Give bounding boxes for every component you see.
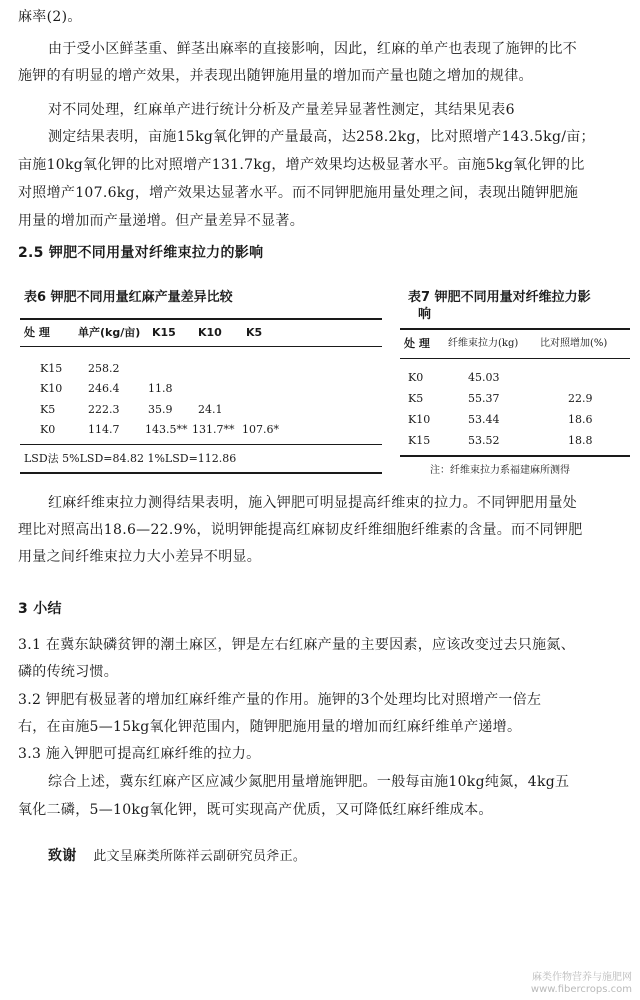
paragraph-line: 测定结果表明，亩施15kg氧化钾的产量最高，达258.2kg，比对照增产143.5kg/亩； (48, 129, 595, 145)
table6-footer-lsd: LSD法 5%LSD=84.82 1%LSD=112.86 (24, 452, 237, 465)
table7-cell: 45.03 (468, 371, 500, 384)
table6-cell: 114.7 (88, 423, 120, 436)
paragraph-line: 亩施10kg氧化钾的比对照增产131.7kg，增产效果均达极显著水平。亩施5kg氧化钾的比 (18, 157, 585, 173)
table7-cell: K15 (408, 434, 431, 447)
table7-title: 表7 钾肥不同用量对纤维拉力影 (408, 290, 591, 305)
table7-cell: 22.9 (568, 392, 593, 405)
table7-title-cont: 响 (418, 307, 432, 322)
table7-cell: K5 (408, 392, 424, 405)
paragraph-line: 综合上述，冀东红麻产区应减少氮肥用量增施钾肥。一般每亩施10kg纯氮，4kg五 (48, 774, 570, 790)
conclusion-3-2-cont: 右，在亩施5—15kg氧化钾范围内，随钾肥施用量的增加而红麻纤维单产递增。 (18, 719, 522, 735)
paragraph-line: 对照增产107.6kg，增产效果达显著水平。而不同钾肥施用量处理之间，表现出随钾肥施 (18, 185, 579, 201)
table6-cell: 131.7** (192, 423, 235, 436)
table6-top-rule (20, 318, 382, 320)
site-watermark (531, 972, 632, 996)
conclusion-3-2: 3.2 钾肥有极显著的增加红麻纤维产量的作用。施钾的3个处理均比对照增产一倍左 (18, 692, 542, 708)
acknowledgement (48, 847, 306, 866)
table6-cell: K5 (40, 403, 56, 416)
table6-cell: 222.3 (88, 403, 120, 416)
table7-header-rule (400, 358, 630, 359)
paragraph-line: 氧化二磷，5—10kg氧化钾，既可实现高产优质，又可降低红麻纤维成本。 (18, 802, 493, 818)
conclusion-3-1: 3.1 在冀东缺磷贫钾的潮土麻区，钾是左右红麻产量的主要因素，应该改变过去只施氮、 (18, 637, 576, 653)
table6-cell: 246.4 (88, 382, 120, 395)
table6-header-rule (20, 346, 382, 347)
table7-cell: 18.6 (568, 413, 593, 426)
table6-cell: K15 (40, 362, 63, 375)
section-heading-3: 3 小结 (18, 601, 62, 617)
table6-cell: 143.5** (145, 423, 188, 436)
paragraph-line: 红麻纤维束拉力测得结果表明，施入钾肥可明显提高纤维束的拉力。不同钾肥用量处 (48, 495, 578, 511)
table7-top-rule (400, 328, 630, 330)
conclusion-3-3: 3.3 施入钾肥可提高红麻纤维的拉力。 (18, 746, 261, 762)
table6-header-k10: K10 (198, 326, 222, 339)
table7-cell: K0 (408, 371, 424, 384)
table7-header-increase: 比对照增加(%) (540, 338, 608, 349)
table6-cell: 35.9 (148, 403, 173, 416)
table6-title: 表6 钾肥不同用量红麻产量差异比较 (24, 290, 233, 305)
conclusion-3-1-cont: 磷的传统习惯。 (18, 664, 119, 680)
section-heading-2-5: 2.5 钾肥不同用量对纤维束拉力的影响 (18, 245, 264, 261)
watermark-url: www.fibercrops.com (530, 984, 632, 995)
paragraph-line: 用量之间纤维束拉力大小差异不明显。 (18, 549, 262, 565)
paragraph-line: 由于受小区鲜茎重、鲜茎出麻率的直接影响，因此，红麻的单产也表现了施钾的比不 (48, 41, 578, 57)
table7-cell: 18.8 (568, 434, 593, 447)
table6-cell: 11.8 (148, 382, 173, 395)
table6-cell: K10 (40, 382, 63, 395)
table7-header-tension: 纤维束拉力(kg) (448, 338, 519, 349)
paragraph-line: 施钾的有明显的增产效果，并表现出随钾施用量的增加而产量也随之增加的规律。 (18, 68, 533, 84)
table7-cell: K10 (408, 413, 431, 426)
table6-body-rule (20, 444, 382, 445)
table6-header-k5: K5 (246, 326, 263, 339)
watermark-site-name: 麻类作物营养与施肥网 (532, 972, 632, 983)
acknowledgement-label: 致谢 (48, 848, 77, 864)
table6-cell: 258.2 (88, 362, 120, 375)
paragraph-line: 对不同处理，红麻单产进行统计分析及产量差异显著性测定，其结果见表6 (48, 102, 515, 118)
table7-cell: 53.44 (468, 413, 500, 426)
table7-header-treatment: 处 理 (404, 337, 430, 350)
table6-header-k15: K15 (152, 326, 176, 339)
paragraph-line: 理比对照高出18.6—22.9%，说明钾能提高红麻韧皮纤维细胞纤维素的含量。而不同钾肥 (18, 522, 583, 538)
table6-cell: 107.6* (242, 423, 279, 436)
table7-cell: 55.37 (468, 392, 500, 405)
paragraph-line: 用量的增加而产量递增。但产量差异不显著。 (18, 213, 304, 229)
acknowledgement-text: 此文呈麻类所陈祥云副研究员斧正。 (93, 849, 307, 864)
table6-bottom-rule (20, 472, 382, 474)
table7-note: 注：纤维束拉力系福建麻所测得 (430, 465, 570, 476)
table7-cell: 53.52 (468, 434, 500, 447)
table6-header-treatment: 处 理 (24, 326, 50, 339)
paragraph-line: 麻率(2)。 (18, 9, 82, 25)
table6-header-yield: 单产(kg/亩) (78, 326, 141, 339)
table6-cell: K0 (40, 423, 56, 436)
table6-cell: 24.1 (198, 403, 223, 416)
table7-bottom-rule (400, 455, 630, 457)
